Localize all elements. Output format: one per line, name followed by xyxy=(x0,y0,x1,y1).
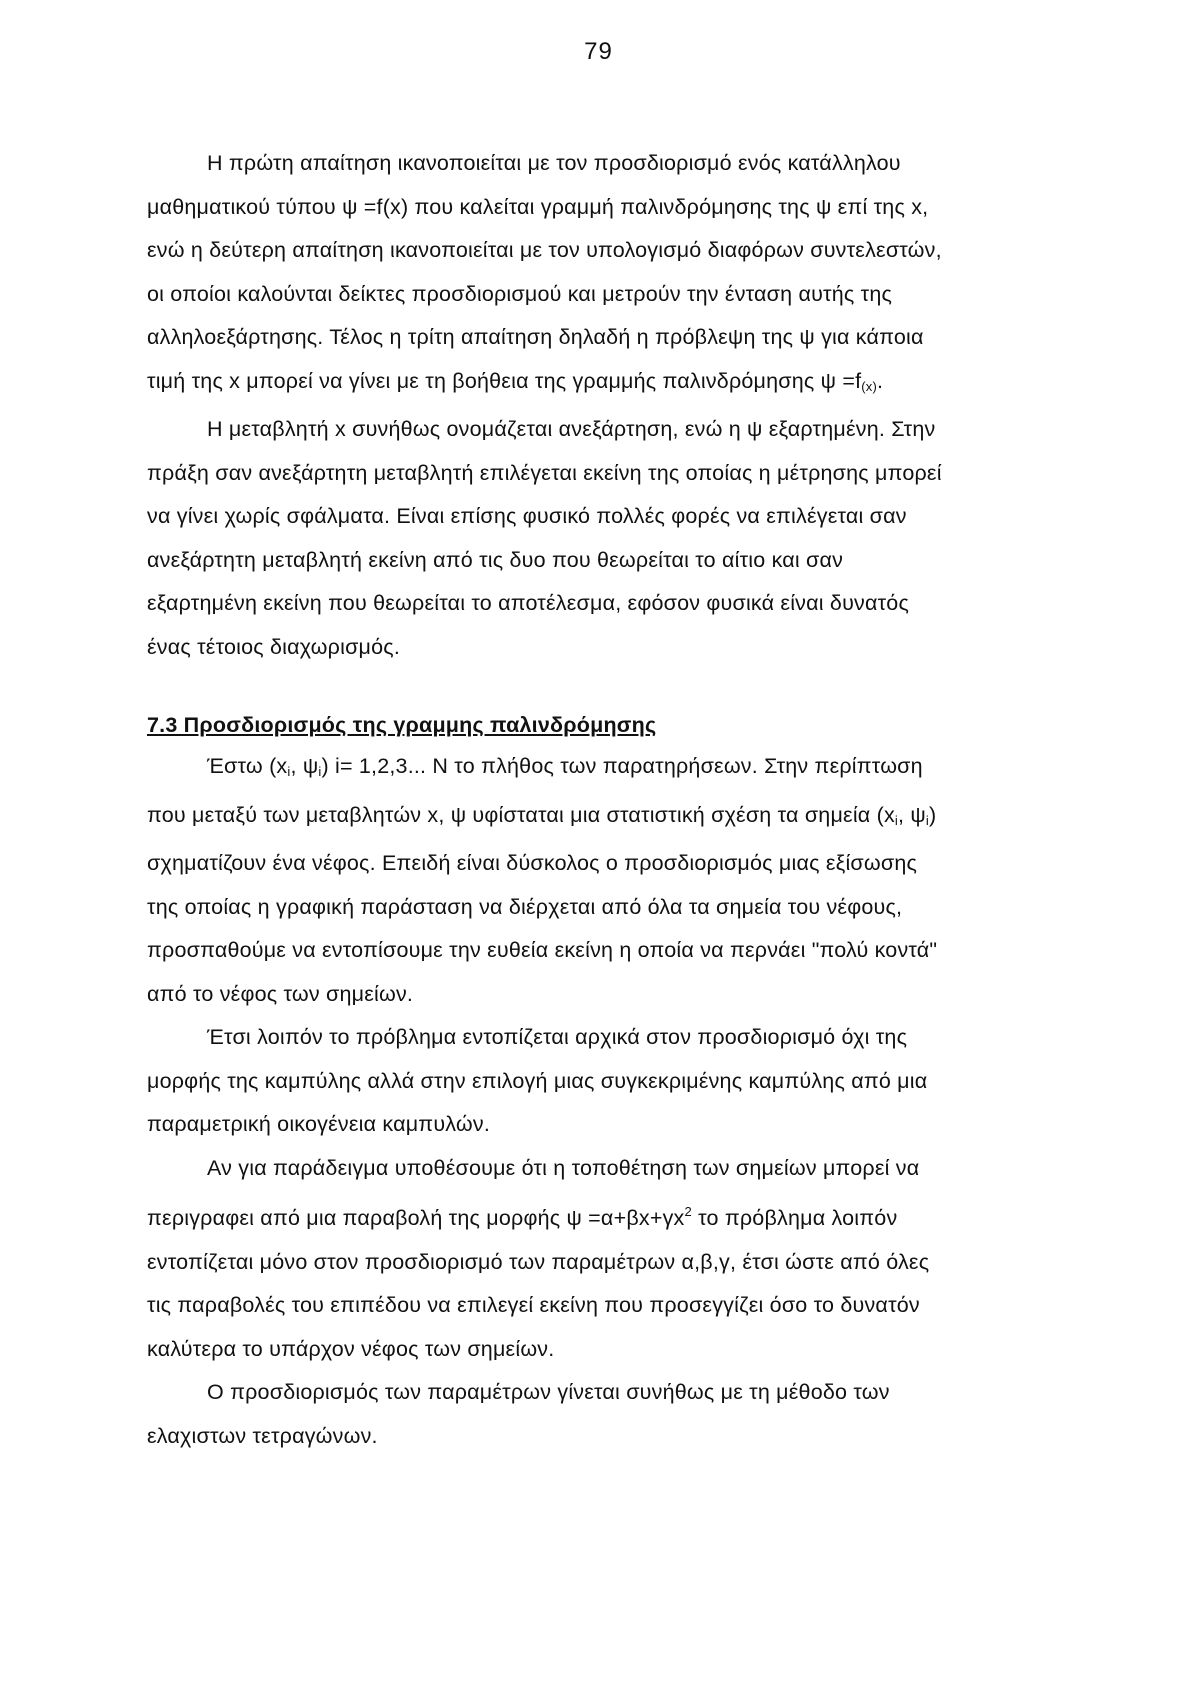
text-fragment: , ψ xyxy=(290,754,319,778)
text-line xyxy=(147,745,1067,794)
text-line xyxy=(147,360,1067,409)
text-line: μορφής της καμπύλης αλλά στην επιλογή μιας συγκεκριμένης καμπύλης από μια xyxy=(147,1068,928,1093)
text-line: Ο προσδιορισμός των παραμέτρων γίνεται συνήθως με τη μέθοδο των xyxy=(207,1380,890,1404)
text-fragment: . xyxy=(877,368,884,393)
paragraph-6 xyxy=(147,1371,1067,1458)
paragraph-2 xyxy=(147,408,1067,669)
text-line: Έτσι λοιπόν το πρόβλημα εντοπίζεται αρχικά στον προσδιορισμό όχι της xyxy=(207,1025,908,1049)
superscript: 2 xyxy=(684,1204,692,1219)
text-line: της οποίας η γραφική παράσταση να διέρχεται από όλα τα σημεία του νέφους, xyxy=(147,894,903,919)
subscript: i xyxy=(925,812,929,828)
text-line xyxy=(147,1190,1067,1241)
text-fragment: το πρόβλημα λοιπόν xyxy=(691,1206,898,1230)
section-heading: 7.3 Προσδιορισμός της γραμμης παλινδρόμησης xyxy=(147,713,657,737)
text-line: Η μεταβλητή x συνήθως ονομάζεται ανεξάρτηση, ενώ η ψ εξαρτημένη. Στην xyxy=(207,417,936,441)
text-fragment: ) xyxy=(928,802,937,827)
text-line xyxy=(147,794,1067,843)
text-line: ελαχιστων τετραγώνων. xyxy=(147,1423,378,1448)
text-fragment: τιμή της x μπορεί να γίνει με τη βοήθεια της γραμμής παλινδρόμησης ψ =f xyxy=(147,368,862,393)
text-line: πράξη σαν ανεξάρτητη μεταβλητή επιλέγεται εκείνη της οποίας η μέτρησης μπορεί xyxy=(147,460,942,485)
text-line: ένας τέτοιος διαχωρισμός. xyxy=(147,634,401,659)
text-line: οι οποίοι καλούνται δείκτες προσδιορισμού και μετρούν την ένταση αυτής της xyxy=(147,281,893,306)
text-line: σχηματίζουν ένα νέφος. Επειδή είναι δύσκολος ο προσδιορισμός μιας εξίσωσης xyxy=(147,851,918,875)
paragraph-3 xyxy=(147,745,1067,1016)
text-fragment: ) i= 1,2,3... N το πλήθος των παρατηρήσεων. Στην περίπτωση xyxy=(321,754,923,778)
text-fragment: περιγραφει από μια παραβολή της μορφής ψ =α+βx+γx xyxy=(147,1206,685,1230)
paragraph-5 xyxy=(147,1147,1067,1372)
text-line: Αν για παράδειγμα υποθέσουμε ότι η τοποθέτηση των σημείων μπορεί να xyxy=(207,1155,920,1180)
text-line: προσπαθούμε να εντοπίσουμε την ευθεία εκείνη η οποία να περνάει "πολύ κοντά" xyxy=(147,938,938,962)
subscript: (x) xyxy=(861,378,878,394)
subscript: i xyxy=(894,812,899,828)
text-line: ανεξάρτητη μεταβλητή εκείνη από τις δυο που θεωρείται το αίτιο και σαν xyxy=(147,547,844,572)
text-line: από το νέφος των σημείων. xyxy=(147,981,414,1006)
text-line: καλύτερα το υπάρχον νέφος των σημείων. xyxy=(147,1336,555,1361)
page-number: 79 xyxy=(584,38,613,65)
text-line: τις παραβολές του επιπέδου να επιλεγεί εκείνη που προσεγγίζει όσο το δυνατόν xyxy=(147,1293,920,1317)
text-fragment: Έστω (x xyxy=(207,754,288,778)
text-line: ενώ η δεύτερη απαίτηση ικανοποιείται με τον υπολογισμό διαφόρων συντελεστών, xyxy=(147,238,942,262)
paragraph-4 xyxy=(147,1016,1067,1147)
text-line: να γίνει χωρίς σφάλματα. Είναι επίσης φυσικό πολλές φορές να επιλέγεται σαν xyxy=(147,504,907,528)
subscript: i xyxy=(287,764,291,779)
text-line: εξαρτημένη εκείνη που θεωρείται το αποτέλεσμα, εφόσον φυσικά είναι δυνατός xyxy=(147,591,910,615)
text-line: μαθηματικού τύπου ψ =f(x) που καλείται γραμμή παλινδρόμησης της ψ επί της x, xyxy=(147,194,929,219)
text-line: αλληλοεξάρτησης. Τέλος η τρίτη απαίτηση δηλαδή η πρόβλεψη της ψ για κάποια xyxy=(147,325,924,349)
text-line: παραμετρική οικογένεια καμπυλών. xyxy=(147,1112,491,1136)
text-fragment: που μεταξύ των μεταβλητών x, ψ υφίσταται μια στατιστική σχέση τα σημεία (x xyxy=(147,802,895,827)
paragraph-1 xyxy=(147,142,1067,408)
text-fragment: , ψ xyxy=(898,802,926,827)
text-line: Η πρώτη απαίτηση ικανοποιείται με τον προσδιορισμό ενός κατάλληλου xyxy=(207,151,901,175)
subscript: i xyxy=(318,764,322,779)
document-body xyxy=(147,142,1067,1458)
text-line: εντοπίζεται μόνο στον προσδιορισμό των παραμέτρων α,β,γ, έτσι ώστε από όλες xyxy=(147,1249,930,1274)
